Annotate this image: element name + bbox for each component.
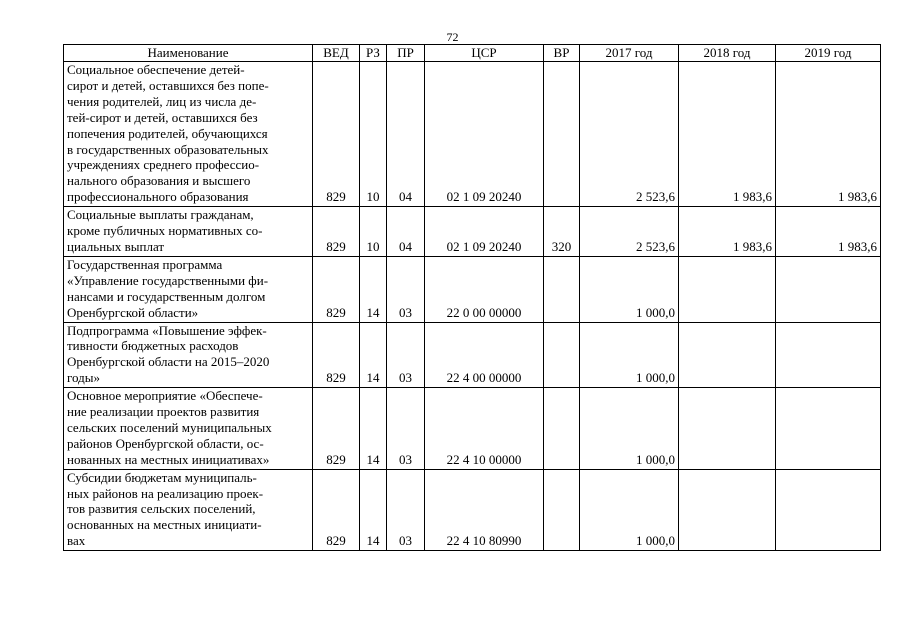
cell-pr: 03 bbox=[387, 322, 425, 388]
name-line: Подпрограмма «Повышение эффек- bbox=[67, 322, 267, 338]
cell-ved: 829 bbox=[313, 207, 360, 257]
col-header-ved: ВЕД bbox=[313, 45, 360, 62]
cell-name bbox=[64, 62, 313, 207]
name-line: нального образования и высшего bbox=[67, 173, 251, 189]
name-line: попечения родителей, обучающихся bbox=[67, 125, 268, 141]
cell-2018 bbox=[679, 256, 776, 322]
col-header-pr: ПР bbox=[387, 45, 425, 62]
cell-ved: 829 bbox=[313, 62, 360, 207]
name-line: чения родителей, лиц из числа де- bbox=[67, 93, 257, 109]
cell-2019: 1 983,6 bbox=[776, 207, 881, 257]
col-header-2017: 2017 год bbox=[580, 45, 679, 62]
cell-vr bbox=[544, 256, 580, 322]
cell-pr: 03 bbox=[387, 256, 425, 322]
cell-vr bbox=[544, 388, 580, 470]
name-line: учреждениях среднего профессио- bbox=[67, 157, 260, 173]
cell-2018: 1 983,6 bbox=[679, 62, 776, 207]
cell-rz: 14 bbox=[360, 388, 387, 470]
cell-2018 bbox=[679, 322, 776, 388]
cell-2017: 1 000,0 bbox=[580, 256, 679, 322]
name-line: ние реализации проектов развития bbox=[67, 404, 260, 420]
col-header-name: Наименование bbox=[64, 45, 313, 62]
name-line: районов Оренбургской области, ос- bbox=[67, 435, 264, 451]
cell-csr: 22 4 10 80990 bbox=[425, 469, 544, 551]
cell-csr: 22 0 00 00000 bbox=[425, 256, 544, 322]
page-number: 72 bbox=[446, 30, 459, 44]
cell-2018 bbox=[679, 469, 776, 551]
cell-vr bbox=[544, 62, 580, 207]
cell-rz: 14 bbox=[360, 469, 387, 551]
name-line: нансами и государственным долгом bbox=[67, 288, 266, 304]
cell-2019 bbox=[776, 469, 881, 551]
cell-rz: 14 bbox=[360, 256, 387, 322]
cell-csr: 22 4 10 00000 bbox=[425, 388, 544, 470]
table-body bbox=[64, 62, 881, 551]
table-row bbox=[64, 62, 881, 207]
cell-2017: 1 000,0 bbox=[580, 322, 679, 388]
cell-rz: 14 bbox=[360, 322, 387, 388]
name-line: Оренбургской области» bbox=[67, 304, 199, 320]
name-line: вах bbox=[67, 533, 86, 549]
cell-2017: 1 000,0 bbox=[580, 388, 679, 470]
col-header-csr: ЦСР bbox=[425, 45, 544, 62]
cell-csr: 02 1 09 20240 bbox=[425, 62, 544, 207]
col-header-2018: 2018 год bbox=[679, 45, 776, 62]
col-header-rz: РЗ bbox=[360, 45, 387, 62]
cell-name bbox=[64, 388, 313, 470]
cell-name bbox=[64, 322, 313, 388]
cell-pr: 03 bbox=[387, 469, 425, 551]
cell-pr: 04 bbox=[387, 62, 425, 207]
name-line: тей-сирот и детей, оставшихся без bbox=[67, 109, 258, 125]
name-line: тов развития сельских поселений, bbox=[67, 501, 256, 517]
name-line: в государственных образовательных bbox=[67, 141, 269, 157]
cell-2017: 2 523,6 bbox=[580, 62, 679, 207]
cell-2019 bbox=[776, 388, 881, 470]
cell-ved: 829 bbox=[313, 322, 360, 388]
budget-table bbox=[63, 44, 881, 551]
cell-2019: 1 983,6 bbox=[776, 62, 881, 207]
table-row bbox=[64, 469, 881, 551]
cell-ved: 829 bbox=[313, 388, 360, 470]
name-line: Основное мероприятие «Обеспече- bbox=[67, 388, 263, 404]
name-line: кроме публичных нормативных со- bbox=[67, 223, 263, 239]
name-line: Оренбургской области на 2015–2020 bbox=[67, 354, 270, 370]
name-line: основанных на местных инициати- bbox=[67, 517, 262, 533]
cell-vr: 320 bbox=[544, 207, 580, 257]
name-line: Государственная программа bbox=[67, 256, 223, 272]
table-row bbox=[64, 207, 881, 257]
cell-vr bbox=[544, 322, 580, 388]
cell-ved: 829 bbox=[313, 256, 360, 322]
cell-pr: 03 bbox=[387, 388, 425, 470]
col-header-2019: 2019 год bbox=[776, 45, 881, 62]
cell-name bbox=[64, 256, 313, 322]
cell-2017: 2 523,6 bbox=[580, 207, 679, 257]
table-row bbox=[64, 388, 881, 470]
cell-rz: 10 bbox=[360, 62, 387, 207]
cell-2018 bbox=[679, 388, 776, 470]
name-line: «Управление государственными фи- bbox=[67, 272, 269, 288]
cell-ved: 829 bbox=[313, 469, 360, 551]
name-line: Субсидии бюджетам муниципаль- bbox=[67, 469, 257, 485]
cell-rz: 10 bbox=[360, 207, 387, 257]
cell-2017: 1 000,0 bbox=[580, 469, 679, 551]
header-row bbox=[64, 45, 881, 62]
name-line: профессионального образования bbox=[67, 189, 249, 205]
cell-2019 bbox=[776, 256, 881, 322]
cell-name bbox=[64, 469, 313, 551]
cell-vr bbox=[544, 469, 580, 551]
cell-name bbox=[64, 207, 313, 257]
table-row bbox=[64, 322, 881, 388]
cell-2018: 1 983,6 bbox=[679, 207, 776, 257]
col-header-vr: ВР bbox=[544, 45, 580, 62]
table-row bbox=[64, 256, 881, 322]
name-line: тивности бюджетных расходов bbox=[67, 338, 239, 354]
name-line: циальных выплат bbox=[67, 238, 165, 254]
name-line: Социальные выплаты гражданам, bbox=[67, 207, 254, 223]
name-line: ных районов на реализацию проек- bbox=[67, 485, 264, 501]
name-line: сельских поселений муниципальных bbox=[67, 419, 272, 435]
cell-2019 bbox=[776, 322, 881, 388]
name-line: годы» bbox=[67, 370, 100, 386]
cell-csr: 02 1 09 20240 bbox=[425, 207, 544, 257]
name-line: нованных на местных инициативах» bbox=[67, 451, 270, 467]
cell-pr: 04 bbox=[387, 207, 425, 257]
name-line: Социальное обеспечение детей- bbox=[67, 62, 245, 77]
name-line: сирот и детей, оставшихся без попе- bbox=[67, 77, 269, 93]
cell-csr: 22 4 00 00000 bbox=[425, 322, 544, 388]
